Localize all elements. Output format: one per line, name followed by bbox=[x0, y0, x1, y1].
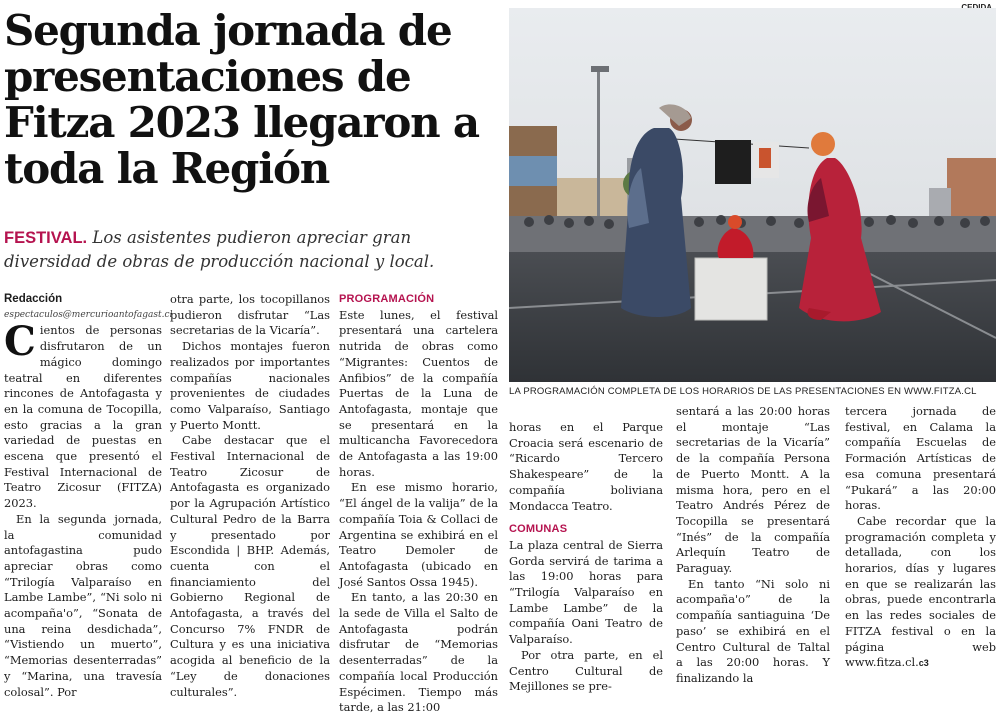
paragraph-intro bbox=[4, 318, 162, 511]
article-column-4 bbox=[509, 420, 663, 695]
headline: Segunda jornada de presentaciones de Fitza 2023 llegaron a toda la Región bbox=[4, 6, 479, 193]
lead-kicker: FESTIVAL. bbox=[4, 229, 88, 247]
article-column-1 bbox=[4, 292, 173, 700]
paragraph: En tanto “Ni solo ni acompaña'o” de la compañía santiaguina ‘De paso’ se exhibirá en el Centro Cultural de Taltal a las 20:00 horas. Y finalizando la bbox=[676, 576, 830, 685]
article-column-6 bbox=[845, 404, 996, 672]
paragraph: Este lunes, el festival presentará una cartelera nutrida de obras como “Migrantes: Cuentos de Anfibios” de la compañía Puertas de la Luna de Antofagasta, montaje que se presentará en la multicancha Favorecedora de Antofagasta a las 19:00 horas. bbox=[339, 307, 498, 479]
byline-author: Redacción bbox=[4, 293, 63, 305]
section-heading-programacion: PROGRAMACIÓN bbox=[339, 293, 435, 305]
paragraph-intro-text: ientos de personas disfrutaron de un mágico domingo teatral en diferentes rincones de Antofagasta y en la comuna de Tocopilla, esto gracias a la gran variedad de puestas en escena que presentó el Festival Internacional de Teatro Zicosur (FITZA) 2023. bbox=[4, 323, 162, 511]
paragraph: La plaza central de Sierra Gorda servirá de tarima a las 19:00 horas para “Trilogía Valparaíso en Lambe Lambe” de la compañía Oani Teatro de Valparaíso. bbox=[509, 537, 663, 647]
paragraph: tercera jornada de festival, en Calama la compañía Escuelas de Formación Artísticas de esa comuna presentará “Pukará” a las 20:00 horas. bbox=[845, 404, 996, 513]
paragraph-closing-text: Cabe recordar que la programación completa y detallada, con los horarios, días y lugares en que se realizarán las obras, puede encontrarla en las redes sociales de FITZA festival o en la página web www.fitza.cl. bbox=[845, 513, 996, 670]
section-heading-comunas: COMUNAS bbox=[509, 523, 568, 536]
paragraph: En tanto, a las 20:30 en la sede de Villa el Salto de Antofagasta podrán disfrutar de “Memorias desenterradas” de la compañía local Producción Espécimen. Tiempo más tarde, a las 21:00 bbox=[339, 590, 498, 715]
paragraph: En la segunda jornada, la comunidad antofagastina pudo apreciar obras como “Trilogía Valparaíso en Lambe Lambe”, “Ni solo ni acompaña'o”, “Sonata de una reina desdichada”, “Vistiendo un muerto”, “Memorias desenterradas” y “Marina, una travesía colosal”. Por bbox=[4, 511, 162, 699]
paragraph: En ese mismo horario, “El ángel de la valija” de la compañía Toia & Collaci de Argentina se exhibirá en el Teatro Demoler de Antofagasta (ubicado en José Santos Ossa 1945). bbox=[339, 480, 498, 589]
paragraph: sentará a las 20:00 horas el montaje “Las secretarias de la Vicaría” de la compañía Persona de Puerto Montt. A la misma hora, pero en el Teatro Andrés Pérez de Tocopilla se presentará “Inés” de la compañía Arlequín Teatro de Paraguay. bbox=[676, 404, 830, 576]
paragraph: Por otra parte, en el Centro Cultural de Mejillones se pre- bbox=[509, 647, 663, 694]
lead-paragraph bbox=[4, 226, 500, 273]
paragraph-closing bbox=[845, 514, 996, 672]
end-mark: c3 bbox=[918, 658, 929, 669]
article-column-5 bbox=[676, 404, 830, 687]
paragraph: horas en el Parque Croacia será escenario de “Ricardo Tercero Shakespeare” de la compañía boliviana Mondacca Teatro. bbox=[509, 420, 663, 513]
lead-text: Los asistentes pudieron apreciar gran diversidad de obras de producción nacional y local. bbox=[4, 228, 435, 271]
article-column-2 bbox=[170, 292, 330, 700]
photo-caption: LA PROGRAMACIÓN COMPLETA DE LOS HORARIOS DE LAS PRESENTACIONES EN WWW.FITZA.CL bbox=[509, 386, 977, 397]
dropcap-letter: C bbox=[4, 318, 36, 366]
theatre-scene-illustration bbox=[509, 8, 996, 382]
article-photo bbox=[509, 8, 996, 382]
article-column-3 bbox=[339, 292, 498, 716]
paragraph: Dichos montajes fueron realizados por importantes compañías nacionales provenientes de ciudades como Valparaíso, Santiago y Puerto Montt. bbox=[170, 339, 330, 432]
paragraph: otra parte, los tocopillanos pudieron disfrutar “Las secretarias de la Vicaría”. bbox=[170, 292, 330, 338]
paragraph: Cabe destacar que el Festival Internacional de Teatro Zicosur de Antofagasta es organizado por la Agrupación Artístico Cultural Pedro de la Barra y presentado por Escondida | BHP. Además, cuenta con el financiamiento del Gobierno Regional de Antofagasta, a través del Concurso 7% FNDR de Cultura y es una iniciativa acogida al beneficio de la “Ley de donaciones culturales”. bbox=[170, 433, 330, 699]
byline-email: espectaculos@mercurioantofagast.cl bbox=[4, 309, 173, 320]
